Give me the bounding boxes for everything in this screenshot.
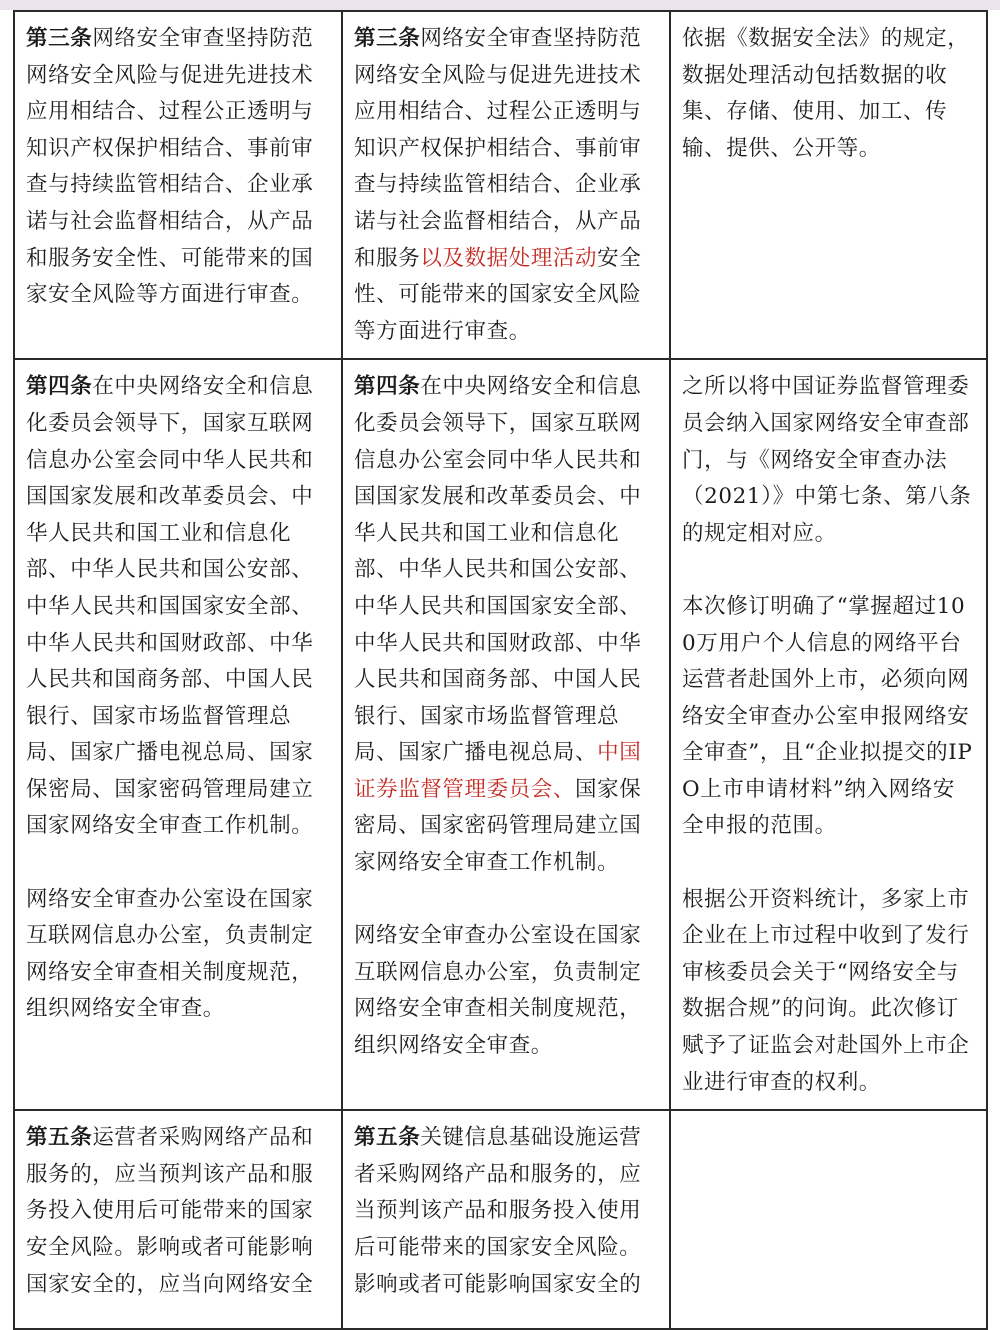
top-band	[0, 0, 1000, 10]
note-paragraph: 根据公开资料统计，多家上市企业在上市过程中收到了发行审核委员会关于“网络安全与数据合规”的问询。此次修订赋予了证监会对赴国外上市企业进行审查的权利。	[682, 886, 970, 1095]
article-paragraph	[354, 369, 659, 881]
note-paragraph: 本次修订明确了“掌握超过100万用户个人信息的网络平台运营者赴国外上市，必须向网络安全审查办公室申报网络安全审查”，且“企业拟提交的IPO上市申请材料”纳入网络安全申报的范围。	[682, 593, 973, 839]
article-paragraph	[26, 369, 331, 845]
revised-cell	[342, 359, 670, 1110]
table-row	[14, 359, 987, 1110]
article-text: 在中央网络安全和信息化委员会领导下，国家互联网信息办公室会同中华人民共和国国家发展和改革委员会、中华人民共和国工业和信息化部、中华人民共和国公安部、中华人民共和国国家安全部、中华人民共和国财政部、中华人民共和国商务部、中国人民银行、国家市场监督管理总局、国家广播电视总局、	[354, 374, 642, 766]
article-number: 第三条	[26, 26, 93, 51]
article-text: 网络安全审查坚持防范网络安全风险与促进先进技术应用相结合、过程公正透明与知识产权保护相结合、事前审查与持续监管相结合、企业承诺与社会监督相结合，从产品和服务安全性、可能带来的国家安全风险等方面进行审查。	[26, 26, 314, 308]
note-paragraph: 之所以将中国证券监督管理委员会纳入国家网络安全审查部门，与《网络安全审查办法（2021）》中第七条、第八条的规定相对应。	[682, 374, 972, 546]
revision-highlight: 中国证券监督管理委员会、	[354, 740, 642, 802]
article-text: 安全性、可能带来的国家安全风险等方面进行审查。	[354, 245, 642, 344]
article-text: 运营者采购网络产品和服务的，应当预判该产品和服务投入使用后可能带来的国家安全风险。影响或者可能影响国家安全的，应当向网络安全	[26, 1125, 314, 1297]
original-cell	[14, 359, 342, 1110]
table-row	[14, 11, 987, 359]
revised-cell	[342, 11, 670, 359]
article-text: 关键信息基础设施运营者采购网络产品和服务的，应当预判该产品和服务投入使用后可能带来的国家安全风险。影响或者可能影响国家安全的	[354, 1125, 642, 1297]
article-text: 国家保密局、国家密码管理局建立国家网络安全审查工作机制。	[354, 776, 642, 876]
revision-highlight: 以及数据处理活动	[420, 245, 598, 271]
note-paragraph: 依据《数据安全法》的规定，数据处理活动包括数据的收集、存储、使用、加工、传输、提供、公开等。	[682, 26, 970, 161]
original-cell	[14, 11, 342, 359]
article-text: 在中央网络安全和信息化委员会领导下，国家互联网信息办公室会同中华人民共和国国家发展和改革委员会、中华人民共和国工业和信息化部、中华人民共和国公安部、中华人民共和国国家安全部、中华人民共和国财政部、中华人民共和国商务部、中国人民银行、国家市场监督管理总局、国家广播电视总局、国家保密局、国家密码管理局建立国家网络安全审查工作机制。	[26, 374, 314, 839]
article-paragraph: 网络安全审查办公室设在国家互联网信息办公室，负责制定网络安全审查相关制度规范，组织网络安全审查。	[354, 923, 642, 1059]
article-number: 第五条	[26, 1125, 93, 1151]
original-cell	[14, 1110, 342, 1329]
revised-cell	[342, 1110, 670, 1329]
note-cell	[670, 1110, 987, 1329]
article-text: 网络安全审查坚持防范网络安全风险与促进先进技术应用相结合、过程公正透明与知识产权保护相结合、事前审查与持续监管相结合、企业承诺与社会监督相结合，从产品和服务	[354, 26, 642, 271]
article-number: 第三条	[354, 26, 421, 51]
article-number: 第五条	[354, 1125, 421, 1151]
note-cell	[670, 11, 987, 359]
table-row	[14, 1110, 987, 1329]
article-number: 第四条	[26, 374, 93, 400]
note-cell	[670, 359, 987, 1110]
article-paragraph: 网络安全审查办公室设在国家互联网信息办公室，负责制定网络安全审查相关制度规范，组织网络安全审查。	[26, 886, 314, 1022]
article-number: 第四条	[354, 374, 421, 400]
comparison-table	[13, 10, 988, 1330]
